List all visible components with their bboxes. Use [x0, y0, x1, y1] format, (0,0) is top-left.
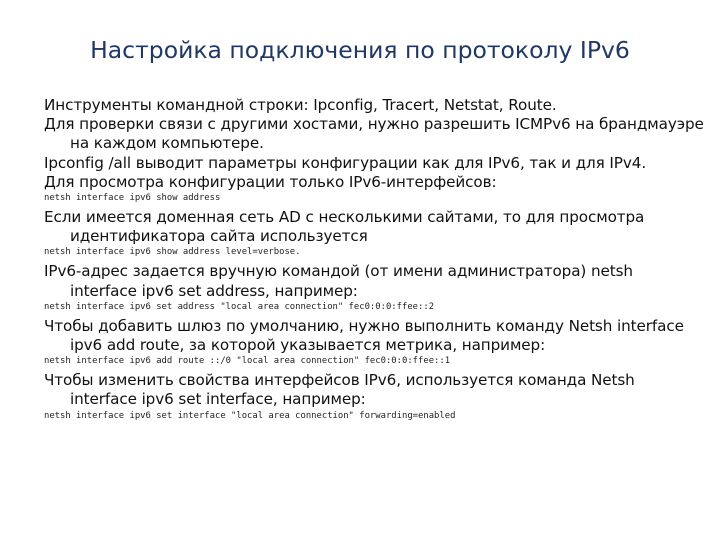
paragraph-set-interface: Чтобы изменить свойства интерфейсов IPv6, используется команда Netsh interface ipv6 set interface, например:: [44, 371, 635, 409]
paragraph-ipconfig-all: Ipconfig /all выводит параметры конфигурации как для IPv6, так и для IPv4.: [44, 153, 647, 172]
paragraph-ad-sites: Если имеется доменная сеть AD с несколькими сайтами, то для просмотра идентификатора сайта используется: [44, 208, 645, 246]
code-set-interface: netsh interface ipv6 set interface "local area connection" forwarding=enabled: [44, 410, 456, 421]
code-add-route: netsh interface ipv6 add route ::/0 "local area connection" fec0:0:0:ffee::1: [44, 356, 451, 367]
paragraph-icmpv6: Для проверки связи с другими хостами, нужно разрешить ICMPv6 на брандмауэре на каждом компьютере.: [44, 115, 704, 153]
code-show-address-verbose: netsh interface ipv6 show address level=verbose.: [44, 247, 301, 258]
paragraph-add-route: Чтобы добавить шлюз по умолчанию, нужно выполнить команду Netsh interface ipv6 add route, за которой указывается метрика, например:: [44, 316, 684, 355]
code-set-address: netsh interface ipv6 set address "local area connection" fec0:0:0:ffee::2: [44, 301, 435, 312]
paragraph-tools: Инструменты командной строки: Ipconfig, Tracert, Netstat, Route.: [44, 96, 557, 114]
slide-body: [44, 96, 704, 426]
paragraph-set-address: IPv6-адрес задается вручную командой (от имени администратора) netsh interface ipv6 set address, например:: [44, 262, 633, 300]
slide-title: Настройка подключения по протоколу IPv6: [90, 36, 630, 64]
code-show-address: netsh interface ipv6 show address: [44, 193, 221, 204]
paragraph-view-ipv6-config: Для просмотра конфигурации только IPv6-интерфейсов:: [44, 172, 497, 191]
